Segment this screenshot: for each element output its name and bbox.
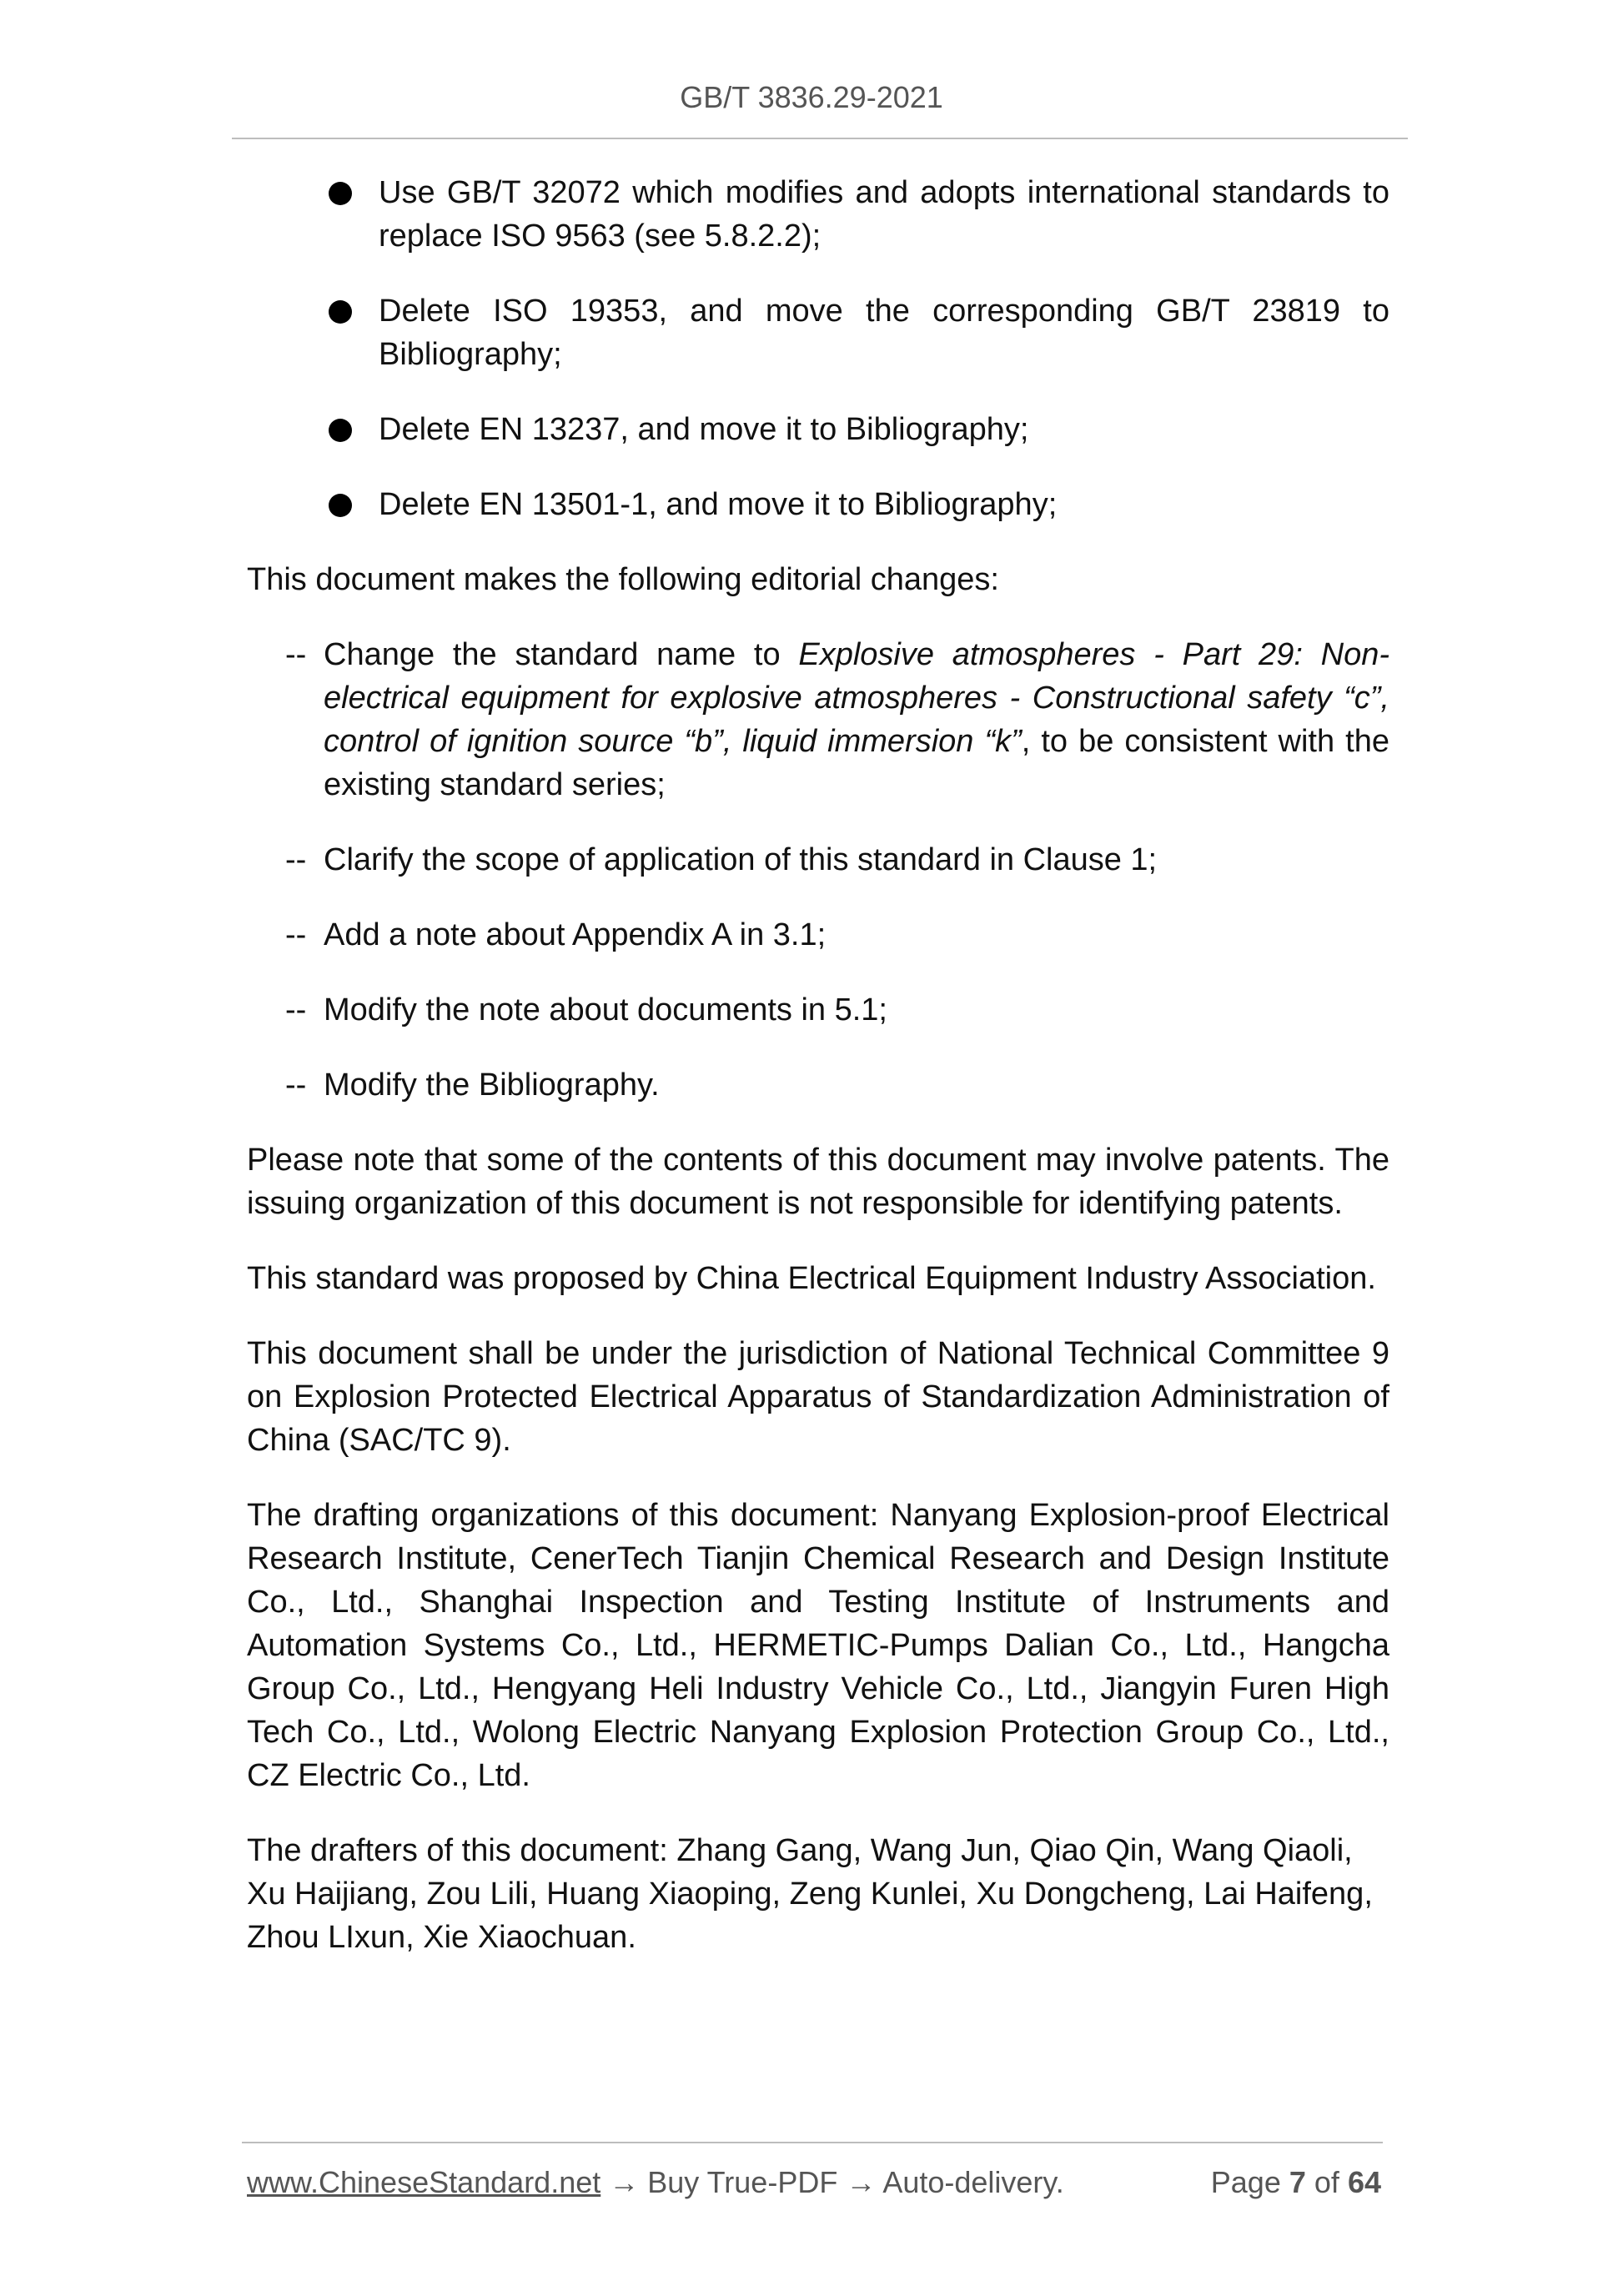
website-link[interactable]: www.ChineseStandard.net bbox=[247, 2165, 601, 2199]
bullet-dot-icon bbox=[329, 419, 352, 442]
editorial-change-item: -- Clarify the scope of application of this standard in Clause 1; bbox=[285, 838, 1389, 882]
editorial-change-item: -- Modify the note about documents in 5.1; bbox=[285, 988, 1389, 1032]
header-divider bbox=[232, 138, 1408, 139]
total-pages: 64 bbox=[1347, 2165, 1381, 2199]
bullet-dot-icon bbox=[329, 182, 352, 205]
list-item: Delete EN 13501-1, and move it to Bibliography; bbox=[329, 483, 1389, 526]
dash-marker: -- bbox=[285, 637, 307, 672]
dash-marker: -- bbox=[285, 842, 307, 877]
standard-name: Explosive atmospheres - Part 29: Non-electrical equipment for explosive atmospheres - Constructional safety “c”, control of ignition source “b”, liquid immersion “k” bbox=[324, 637, 1390, 759]
current-page: 7 bbox=[1289, 2165, 1306, 2199]
editorial-change-item: -- Modify the Bibliography. bbox=[285, 1063, 1389, 1107]
list-item: Delete ISO 19353, and move the corresponding GB/T 23819 to Bibliography; bbox=[329, 289, 1389, 376]
drafters-paragraph: The drafters of this document: Zhang Gang, Wang Jun, Qiao Qin, Wang Qiaoli, Xu Haijiang, Zou Lili, Huang Xiaoping, Zeng Kunlei, Xu Dongcheng, Lai Haifeng, Zhou LIxun, Xie Xiaochuan. bbox=[247, 1833, 1373, 1955]
dash-marker: -- bbox=[285, 992, 307, 1027]
proposed-paragraph: This standard was proposed by China Electrical Equipment Industry Association. bbox=[247, 1261, 1376, 1296]
bullet-dot-icon bbox=[329, 300, 352, 324]
editorial-change-item: -- Change the standard name to Explosive atmospheres - Part 29: Non-electrical equipment for explosive atmospheres - Constructional safety “c”, control of ignition source “b”, liquid immersion “k”, to be consistent with the existing standard series; bbox=[285, 633, 1389, 806]
footer-tagline: → Buy True-PDF → Auto-delivery. bbox=[600, 2165, 1064, 2199]
jurisdiction-paragraph: This document shall be under the jurisdiction of National Technical Committee 9 on Explosion Protected Electrical Apparatus of Standardization Administration of China (SAC/TC 9). bbox=[247, 1336, 1389, 1458]
list-item: Delete EN 13237, and move it to Bibliography; bbox=[329, 408, 1389, 451]
document-body bbox=[247, 171, 1389, 1991]
bullet-dot-icon bbox=[329, 494, 352, 517]
footer-left bbox=[247, 2165, 1064, 2200]
page-number: Page 7 of 64 bbox=[1210, 2165, 1381, 2199]
dash-marker: -- bbox=[285, 1068, 307, 1103]
patents-paragraph: Please note that some of the contents of this document may involve patents. The issuing organization of this document is not responsible for identifying patents. bbox=[247, 1143, 1389, 1221]
organizations-paragraph: The drafting organizations of this document: Nanyang Explosion-proof Electrical Research Institute, CenerTech Tianjin Chemical Research and Design Institute Co., Ltd., Shanghai Inspection and Testing Institute of Instruments and Automation Systems Co., Ltd., HERMETIC-Pumps Dalian Co., Ltd., Hangcha Group Co., Ltd., Hengyang Heli Industry Vehicle Co., Ltd., Jiangyin Furen High Tech Co., Ltd., Wolong Electric Nanyang Explosion Protection Group Co., Ltd., CZ Electric Co., Ltd. bbox=[247, 1498, 1389, 1793]
page-header: GB/T 3836.29-2021 bbox=[680, 80, 943, 114]
dash-marker: -- bbox=[285, 917, 307, 952]
footer-divider bbox=[242, 2142, 1383, 2143]
editorial-intro: This document makes the following editorial changes: bbox=[247, 562, 999, 597]
editorial-change-item: -- Add a note about Appendix A in 3.1; bbox=[285, 913, 1389, 957]
technical-changes-list bbox=[247, 171, 1389, 526]
list-item: Use GB/T 32072 which modifies and adopts international standards to replace ISO 9563 (see 5.8.2.2); bbox=[329, 171, 1389, 258]
